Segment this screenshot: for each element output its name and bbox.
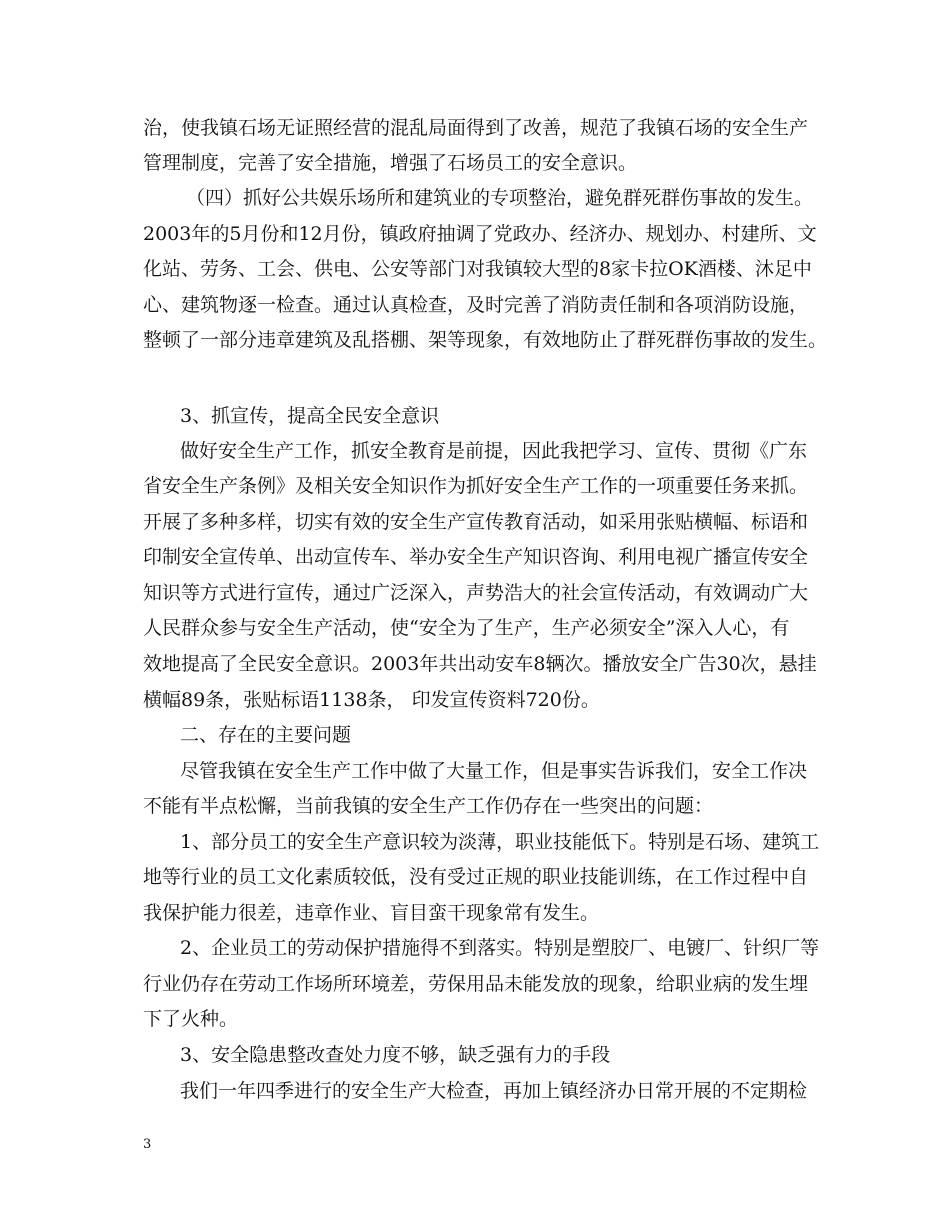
body-text-line: 开展了多种多样，切实有效的安全生产宣传教育活动，如采用张贴横幅、标语和 — [143, 511, 809, 533]
body-text-line: 地等行业的员工文化素质较低，没有受过正规的职业技能训练，在工作过程中自 — [143, 866, 809, 888]
body-text-line: 治，使我镇石场无证照经营的混乱局面得到了改善，规范了我镇石场的安全生产 — [143, 117, 809, 139]
section-heading-problems: 二、存在的主要问题 — [180, 724, 352, 746]
body-text-line: 省安全生产条例》及相关安全知识作为抓好安全生产工作的一项重要任务来抓。 — [143, 475, 809, 497]
page-number: 3 — [143, 1137, 152, 1152]
body-text-line: 效地提高了全民安全意识。2003年共出动安车8辆次。播放安全广告30次，悬挂 — [143, 653, 817, 675]
body-text-line: 整顿了一部分违章建筑及乱搭棚、架等现象，有效地防止了群死群伤事故的发生。 — [143, 329, 828, 351]
section-heading-four: （四）抓好公共娱乐场所和建筑业的专项整治，避免群死群伤事故的发生。 — [186, 187, 814, 209]
body-text-line: 印制安全宣传单、出动宣传车、举办安全生产知识咨询、利用电视广播宣传安全 — [143, 546, 809, 568]
body-text-line: 1、部分员工的安全生产意识较为淡薄，职业技能低下。特别是石场、建筑工 — [180, 831, 820, 853]
body-text-line: 我们一年四季进行的安全生产大检查，再加上镇经济办日常开展的不定期检 — [180, 1080, 808, 1102]
body-text-line: 我保护能力很差，违章作业、盲目蛮干现象常有发生。 — [143, 902, 600, 924]
section-heading-propaganda: 3、抓宣传，提高全民安全意识 — [180, 405, 440, 427]
body-text-line: 心、建筑物逐一检查。通过认真检查，及时完善了消防责任制和各项消防设施， — [143, 294, 809, 316]
body-text-line: 2、企业员工的劳动保护措施得不到落实。特别是塑胶厂、电镀厂、针织厂等 — [180, 937, 820, 959]
body-text-line: 人民群众参与安全生产活动，使“安全为了生产，生产必须安全”深入人心，有 — [143, 617, 790, 639]
body-text-line: 知识等方式进行宣传，通过广泛深入，声势浩大的社会宣传活动，有效调动广大 — [143, 582, 809, 604]
body-text-line: 3、安全隐患整改查处力度不够，缺乏强有力的手段 — [180, 1044, 611, 1066]
body-text-line: 尽管我镇在安全生产工作中做了大量工作，但是事实告诉我们，安全工作决 — [180, 760, 808, 782]
body-text-line: 化站、劳务、工会、供电、公安等部门对我镇较大型的8家卡拉OK酒楼、沐足中 — [143, 258, 812, 280]
body-text-line: 下了火种。 — [143, 1008, 239, 1030]
body-text-line: 2003年的5月份和12月份，镇政府抽调了党政办、经济办、规划办、村建所、文 — [143, 223, 817, 245]
body-text-line: 管理制度，完善了安全措施，增强了石场员工的安全意识。 — [143, 152, 638, 174]
body-text-line: 横幅89条，张贴标语1138条， 印发宣传资料720份。 — [143, 689, 600, 711]
body-text-line: 做好安全生产工作，抓安全教育是前提，因此我把学习、宣传、贯彻《广东 — [180, 440, 808, 462]
body-text-line: 行业仍存在劳动工作场所环境差，劳保用品未能发放的现象，给职业病的发生埋 — [143, 973, 809, 995]
body-text-line: 不能有半点松懈，当前我镇的安全生产工作仍存在一些突出的问题： — [143, 795, 714, 817]
